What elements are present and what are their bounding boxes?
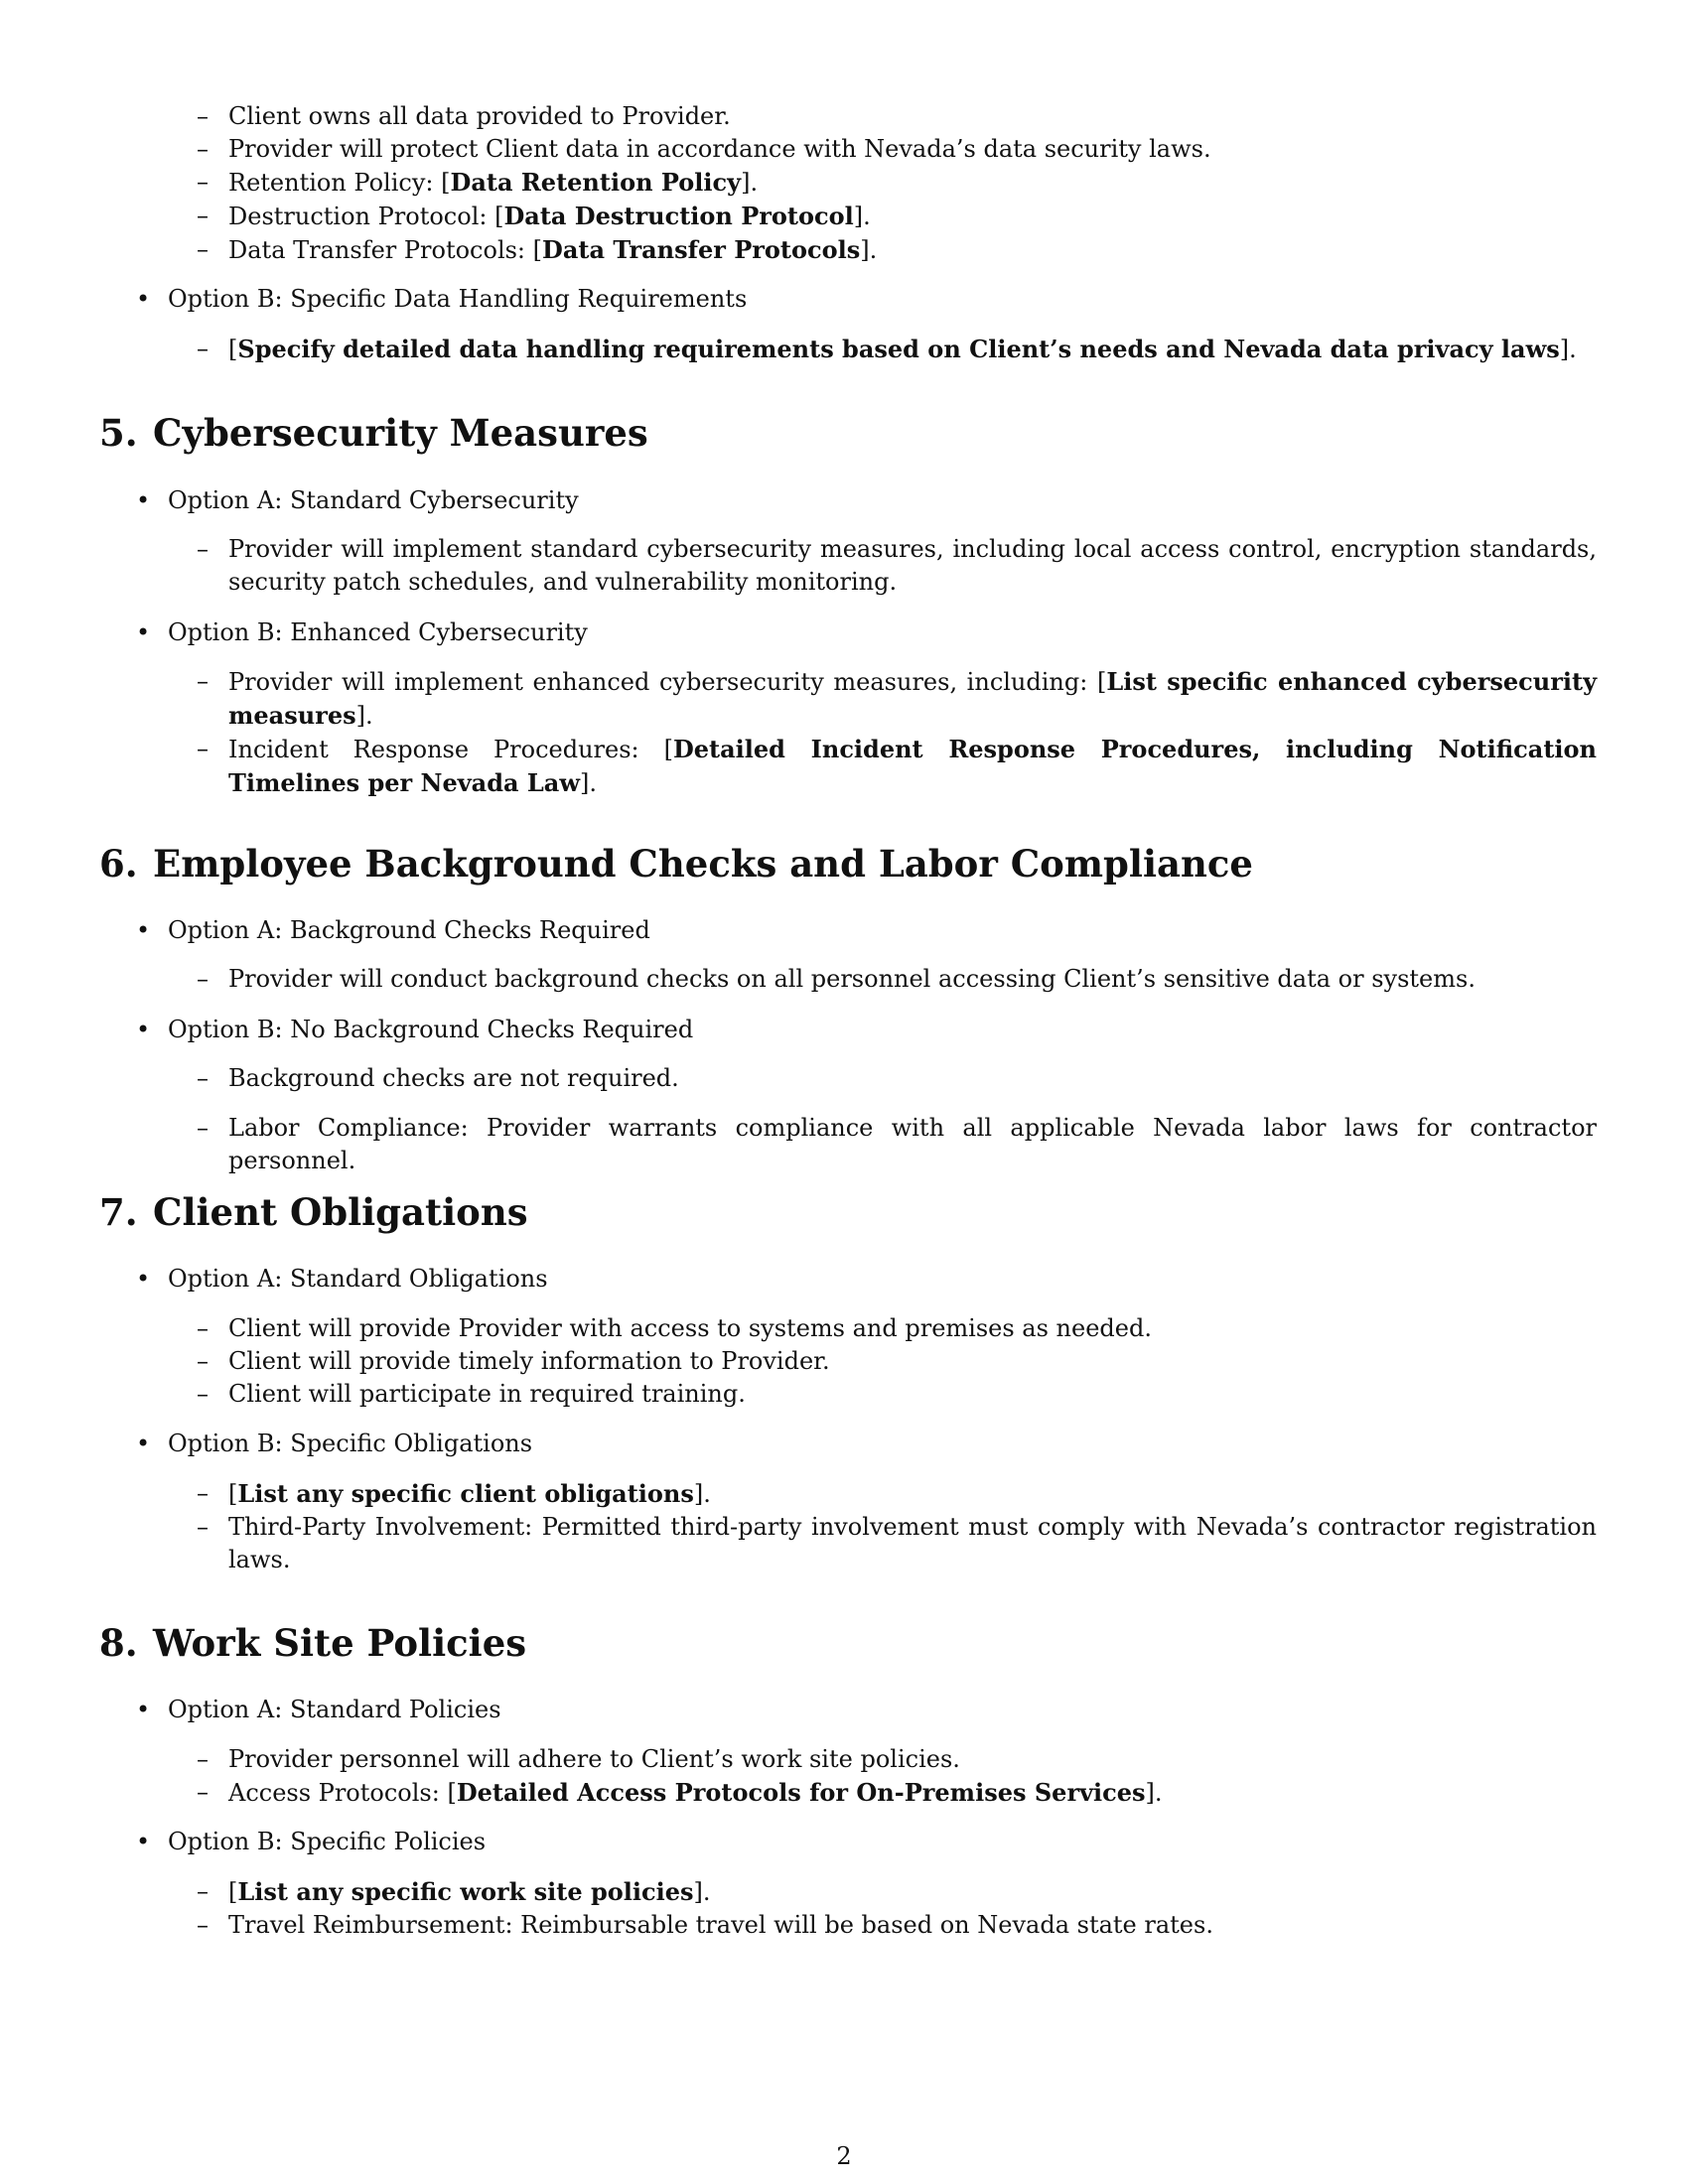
bullet-icon: • (136, 916, 151, 944)
list-item: – Access Protocols: [Detailed Access Protocols for On-Premises Services]. (197, 1776, 1597, 1810)
option-bullet: • Option B: Enhanced Cybersecurity (136, 616, 1596, 649)
placeholder: List any specific client obligations (237, 1479, 694, 1508)
sec8-option-a-list (197, 1743, 1597, 1810)
list-item: – Provider will protect Client data in accordance with Nevada’s data security laws. (197, 133, 1597, 166)
placeholder: Data Destruction Protocol (503, 202, 854, 230)
placeholder: Specify detailed data handling requirements based on Client’s needs and Nevada data privacy laws (237, 335, 1560, 363)
option-bullet: • Option B: Specific Obligations (136, 1428, 1596, 1460)
sec5-option-b-list (197, 665, 1597, 800)
bullet-icon: • (136, 1265, 151, 1293)
option-bullet: • Option A: Standard Cybersecurity (136, 484, 1596, 517)
sec6-option-a-list (197, 963, 1597, 996)
list-item: – Labor Compliance: Provider warrants compliance with all applicable Nevada labor laws for contractor personnel. (197, 1112, 1597, 1177)
list-item: – Client will provide timely information to Provider. (197, 1345, 1597, 1378)
list-item: – Destruction Protocol: [Data Destruction Protocol]. (197, 200, 1597, 233)
list-item: – [List any specific client obligations]. (197, 1477, 1597, 1511)
option-bullet: • Option B: No Background Checks Required (136, 1014, 1596, 1046)
bullet-icon: • (136, 486, 151, 514)
placeholder: Detailed Incident Response Procedures, including Notification Timelines per Nevada Law (228, 735, 1597, 797)
list-item: – [List any specific work site policies]. (197, 1875, 1597, 1909)
option-bullet: • Option A: Standard Policies (136, 1694, 1596, 1726)
bullet-icon: • (136, 618, 151, 646)
list-item: – Third-Party Involvement: Permitted third-party involvement must comply with Nevada’s contractor registration laws. (197, 1511, 1597, 1576)
option-bullet: • Option B: Specific Policies (136, 1826, 1596, 1858)
option-bullet: • Option A: Background Checks Required (136, 914, 1596, 947)
bullet-icon: • (136, 285, 151, 313)
placeholder: List specific enhanced cybersecurity measures (228, 667, 1598, 730)
sec4-option-a-list (197, 100, 1597, 267)
list-item: – Provider will conduct background checks on all personnel accessing Client’s sensitive data or systems. (197, 963, 1597, 996)
list-item: – Client owns all data provided to Provider. (197, 100, 1597, 133)
bullet-icon: • (136, 1828, 151, 1855)
list-item: – Travel Reimbursement: Reimbursable travel will be based on Nevada state rates. (197, 1909, 1597, 1942)
list-item: – Client will participate in required training. (197, 1378, 1597, 1411)
list-item: – Data Transfer Protocols: [Data Transfer Protocols]. (197, 233, 1597, 267)
section-heading: 8. Work Site Policies (99, 1621, 527, 1665)
placeholder: Data Retention Policy (450, 168, 742, 197)
sec4-option-b-list (197, 333, 1597, 366)
sec8-option-b-list (197, 1875, 1597, 1942)
list-item: – Client will provide Provider with access to systems and premises as needed. (197, 1312, 1597, 1345)
list-item: – Provider personnel will adhere to Client’s work site policies. (197, 1743, 1597, 1776)
placeholder: List any specific work site policies (237, 1877, 694, 1906)
list-item: – Provider will implement standard cybersecurity measures, including local access control, encryption standards, security patch schedules, and vulnerability monitoring. (197, 533, 1597, 599)
option-bullet: • Option A: Standard Obligations (136, 1263, 1596, 1296)
section-heading: 6. Employee Background Checks and Labor Compliance (99, 842, 1253, 886)
bullet-icon: • (136, 1016, 151, 1043)
list-item: – [Specify detailed data handling requirements based on Client’s needs and Nevada data privacy laws]. (197, 333, 1597, 366)
list-item: – Provider will implement enhanced cybersecurity measures, including: [List specific enhanced cybersecurity measures]. (197, 665, 1597, 733)
page-number: 2 (836, 2142, 852, 2170)
placeholder: Data Transfer Protocols (542, 235, 861, 264)
list-item: – Retention Policy: [Data Retention Policy]. (197, 166, 1597, 200)
section-heading: 5. Cybersecurity Measures (99, 411, 648, 455)
option-bullet: • Option B: Specific Data Handling Requirements (136, 283, 1596, 316)
sec6-option-b-list (197, 1062, 1597, 1095)
sec7-option-b-list (197, 1477, 1597, 1576)
sec5-option-a-list (197, 533, 1597, 599)
section-heading: 7. Client Obligations (99, 1190, 528, 1234)
sec6-labor-list (197, 1112, 1597, 1177)
list-item: – Incident Response Procedures: [Detailed Incident Response Procedures, including Notification Timelines per Nevada Law]. (197, 733, 1597, 800)
sec7-option-a-list (197, 1312, 1597, 1411)
placeholder: Detailed Access Protocols for On-Premises Services (456, 1778, 1146, 1807)
bullet-icon: • (136, 1430, 151, 1457)
bullet-icon: • (136, 1696, 151, 1723)
list-item: – Background checks are not required. (197, 1062, 1597, 1095)
